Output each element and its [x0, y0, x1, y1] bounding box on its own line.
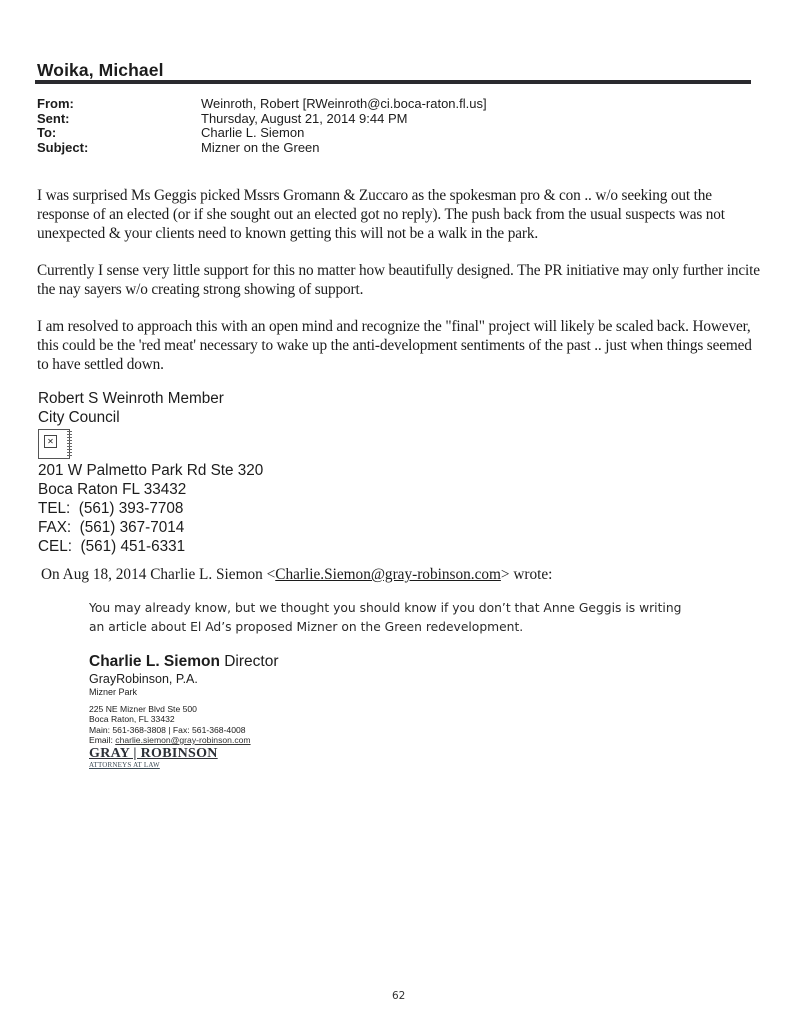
quoted-intro-prefix: On Aug 18, 2014 Charlie L. Siemon < [41, 566, 276, 583]
quoted-email-line [89, 735, 279, 745]
paragraph-text: I am resolved to approach this with an open mind and recognize the "final" project will likely be scaled back. However, this could be the 'red meat' necessary to wake up the anti-development sentiments of the past .. just when things seemed to have settled down. [37, 318, 752, 373]
body-paragraph-1 [37, 186, 767, 243]
image-placeholder-x-icon: ✕ [44, 435, 57, 448]
header-sent [37, 112, 487, 127]
header-to [37, 126, 487, 141]
body-paragraph-3 [37, 317, 767, 374]
signature-address-line-1: 201 W Palmetto Park Rd Ste 320 [38, 462, 264, 479]
sender-signature [38, 389, 263, 556]
header-subject [37, 141, 487, 156]
quoted-signature-office: Mizner Park [89, 687, 138, 697]
quoted-address-line-1: 225 NE Mizner Blvd Ste 500 [89, 704, 197, 714]
quoted-signature-name: Charlie L. Siemon [89, 653, 220, 670]
quoted-phones: Main: 561-368-3808 | Fax: 561-368-4008 [89, 724, 246, 735]
paragraph-text: Currently I sense very little support for this no matter how beautifully designed. The PR initiative may only further incite the nay sayers w/o creating strong showing of support. [37, 262, 760, 298]
page-number: 62 [392, 990, 406, 1002]
header-value-sent: Thursday, August 21, 2014 9:44 PM [201, 110, 408, 126]
quoted-address-line-2: Boca Raton, FL 33432 [89, 714, 175, 725]
quoted-signature [89, 653, 279, 769]
quoted-intro [41, 566, 552, 584]
quoted-email-label: Email: [89, 734, 116, 745]
signature-org: City Council [38, 409, 120, 426]
email-headers [37, 97, 487, 155]
broken-image-icon [38, 429, 70, 459]
quoted-message-body: You may already know, but we thought you should know if you don’t that Anne Geggis is writing an article about El Ad’s proposed Mizner on the Green redevelopment. [89, 601, 682, 634]
quoted-signature-firm: GrayRobinson, P.A. [89, 672, 198, 686]
header-divider [35, 80, 751, 84]
header-value-from: Weinroth, Robert [RWeinroth@ci.boca-raton.fl.us] [201, 96, 487, 111]
header-label: Sent: [37, 110, 70, 126]
header-from [37, 97, 487, 112]
header-label: To: [37, 125, 57, 140]
quoted-intro-suffix: > wrote: [500, 566, 553, 583]
scan-artifact [67, 431, 72, 457]
quoted-signature-contact [89, 704, 279, 745]
body-paragraph-2 [37, 261, 767, 299]
mailbox-owner-heading: Woika, Michael [37, 60, 164, 80]
paragraph-text: I was surprised Ms Geggis picked Mssrs Gromann & Zuccaro as the spokesman pro & con .. w/o seeking out the response of an elected (or if she sought out an elected got no reply). The push back from the usual suspects was not unexpected & your clients need to known getting this will not be a walk in the park. [37, 187, 725, 242]
signature-cel: CEL: (561) 451-6331 [38, 538, 186, 555]
signature-tel: TEL: (561) 393-7708 [38, 500, 184, 517]
logo-tagline: ATTORNEYS AT LAW [89, 761, 160, 770]
quoted-email-link[interactable]: charlie.siemon@gray-robinson.com [115, 734, 251, 745]
header-label: Subject: [37, 139, 89, 155]
signature-name: Robert S Weinroth Member [38, 390, 224, 407]
signature-address-line-2: Boca Raton FL 33432 [38, 481, 187, 498]
quoted-sender-email-link[interactable]: Charlie.Siemon@gray-robinson.com [275, 566, 501, 583]
gray-robinson-logo[interactable]: GRAY | ROBINSON [89, 746, 218, 762]
quoted-signature-title: Director [219, 653, 279, 670]
header-label: From: [37, 96, 74, 111]
header-value-to: Charlie L. Siemon [201, 125, 305, 140]
header-value-subject: Mizner on the Green [201, 139, 320, 155]
signature-fax: FAX: (561) 367-7014 [38, 519, 185, 536]
